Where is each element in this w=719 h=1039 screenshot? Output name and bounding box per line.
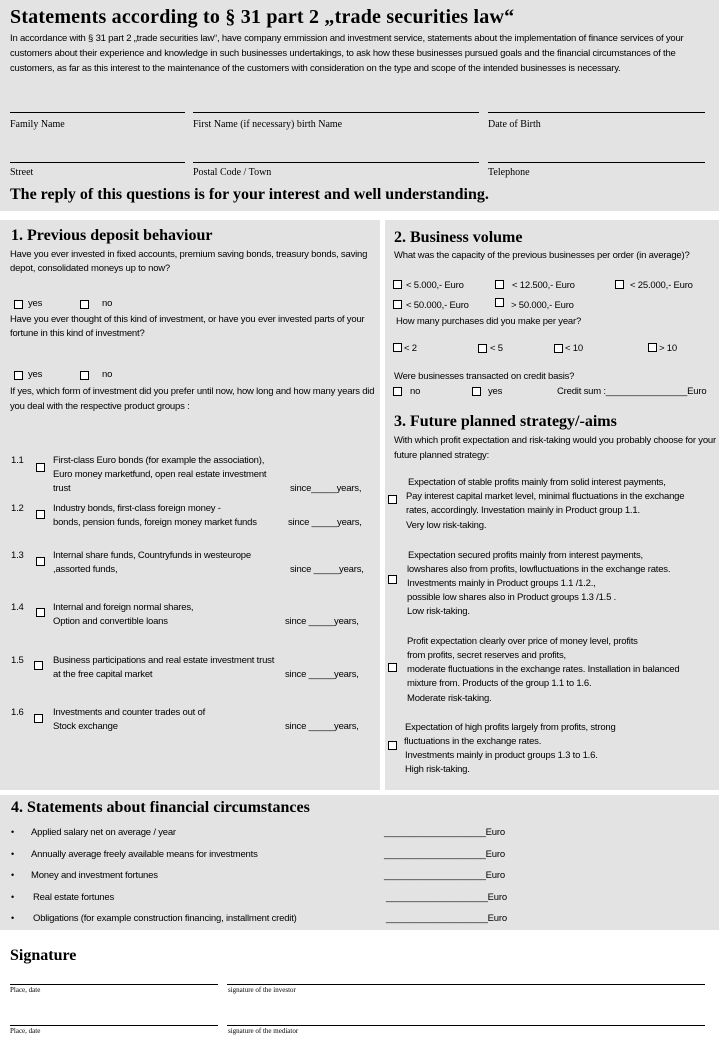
credit-no-label: no (410, 386, 421, 397)
intro-text: In accordance with § 31 part 2 „trade securities law“, have company emmission and investment service, statements about the implementation of finance services of your customers about their experience and knowledge in such businesses undertakings, to ask how these businesses pursued goals and the financial circumstances of the customers, as far as this interest to the maintenance of the customers with consideration on the type and scope of the intended businesses is necessary. (10, 33, 684, 74)
volume-12500-checkbox[interactable] (495, 280, 504, 289)
s2-q3: Were businesses transacted on credit basis? (394, 371, 575, 382)
s1-q2: Have you ever thought of this kind of investment, or have you ever invested parts of your fortune in this kind of investment? (10, 314, 365, 339)
reply-heading: The reply of this questions is for your interest and well understanding. (10, 186, 489, 203)
first-name-label: First Name (if necessary) birth Name (193, 119, 343, 130)
page-title: Statements according to § 31 part 2 „trade securities law“ (10, 6, 515, 28)
strategy-line: Moderate risk-taking. (407, 693, 492, 704)
product-line1: Investments and counter trades out of (53, 707, 206, 718)
product-checkbox[interactable] (36, 510, 45, 519)
first-name-line[interactable] (193, 112, 479, 113)
finance-blank[interactable]: ____________________Euro (386, 913, 507, 924)
strategy-line: Expectation secured profits mainly from interest payments, (408, 550, 643, 561)
strategy-checkbox[interactable] (388, 495, 397, 504)
s1-q2-yes-checkbox[interactable] (14, 371, 23, 380)
product-since: since_____years, (290, 483, 362, 494)
investor-signature-line[interactable] (227, 984, 705, 985)
credit-yes-checkbox[interactable] (472, 387, 481, 396)
purchases-10-checkbox[interactable] (554, 344, 563, 353)
strategy-line: Investments mainly in Product groups 1.1 /1.2., (407, 578, 596, 589)
place-date-line-1[interactable] (10, 984, 218, 985)
place-date-label-1: Place, date (10, 986, 41, 994)
product-number: 1.6 (11, 707, 24, 718)
s1-q1-yes-label: yes (28, 298, 43, 309)
family-name-label: Family Name (10, 119, 65, 130)
place-date-label-2: Place, date (10, 1027, 41, 1035)
finance-label: Obligations (for example construction financing, installment credit) (33, 913, 297, 924)
credit-no-checkbox[interactable] (393, 387, 402, 396)
volume-5000-label: < 5.000,- Euro (406, 280, 464, 291)
volume-5000-checkbox[interactable] (393, 280, 402, 289)
section2-heading: 2. Business volume (394, 229, 523, 246)
purchases-5-label: < 5 (490, 343, 503, 354)
strategy-line: fluctuations in the exchange rates. (404, 736, 542, 747)
family-name-line[interactable] (10, 112, 185, 113)
dob-label: Date of Birth (488, 119, 541, 130)
postal-label: Postal Code / Town (193, 167, 272, 178)
purchases-10-label: < 10 (565, 343, 583, 354)
strategy-line: Profit expectation clearly over price of money level, profits (407, 636, 638, 647)
product-line1: Internal and foreign normal shares, (53, 602, 194, 613)
strategy-checkbox[interactable] (388, 741, 397, 750)
volume-25000-checkbox[interactable] (615, 280, 624, 289)
product-line2: Stock exchange (53, 721, 118, 732)
strategy-line: mixture from. Products of the group 1.1 to 1.6. (407, 678, 592, 689)
finance-blank[interactable]: ____________________Euro (386, 892, 507, 903)
product-line1: First-class Euro bonds (for example the association), (53, 455, 265, 466)
finance-label: Applied salary net on average / year (31, 827, 176, 838)
product-line3: trust (53, 483, 71, 494)
product-number: 1.4 (11, 602, 24, 613)
section4-heading: 4. Statements about financial circumstances (11, 799, 310, 816)
product-since: since _____years, (285, 721, 359, 732)
product-since: since _____years, (285, 669, 359, 680)
product-number: 1.2 (11, 503, 24, 514)
bullet: • (11, 827, 15, 837)
volume-50000-checkbox[interactable] (393, 300, 402, 309)
strategy-line: rates, accordingly. Investation mainly in Product group 1.1. (406, 505, 640, 516)
s3-q1: With which profit expectation and risk-taking would you probably choose for your future planned strategy: (394, 435, 716, 461)
telephone-line[interactable] (488, 162, 705, 163)
place-date-line-2[interactable] (10, 1025, 218, 1026)
product-since: since _____years, (285, 616, 359, 627)
telephone-label: Telephone (488, 167, 530, 178)
finance-blank[interactable]: ____________________Euro (384, 870, 505, 881)
finance-label: Real estate fortunes (33, 892, 115, 903)
volume-gt50000-label: > 50.000,- Euro (511, 300, 574, 311)
strategy-line: moderate fluctuations in the exchange rates. Installation in balanced (407, 664, 680, 675)
product-number: 1.5 (11, 655, 24, 666)
bullet: • (11, 870, 15, 880)
s1-q1-yes-checkbox[interactable] (14, 300, 23, 309)
purchases-gt10-label: > 10 (659, 343, 677, 354)
finance-label: Annually average freely available means for investments (31, 849, 258, 860)
finance-blank[interactable]: ____________________Euro (384, 849, 505, 860)
finance-blank[interactable]: ____________________Euro (384, 827, 505, 838)
strategy-line: possible low shares also in Product groups 1.3 /1.5 . (407, 592, 617, 603)
product-line1: Business participations and real estate investment trust (53, 655, 275, 666)
purchases-2-checkbox[interactable] (393, 343, 402, 352)
credit-yes-label: yes (488, 386, 503, 397)
strategy-checkbox[interactable] (388, 663, 397, 672)
product-line2: at the free capital market (53, 669, 153, 680)
strategy-line: High risk-taking. (405, 764, 470, 775)
product-checkbox[interactable] (34, 714, 43, 723)
s1-q2-no-checkbox[interactable] (80, 371, 89, 380)
strategy-checkbox[interactable] (388, 575, 397, 584)
product-since: since _____years, (290, 564, 364, 575)
product-number: 1.1 (11, 455, 24, 466)
s1-q2-yes-label: yes (28, 369, 43, 380)
strategy-line: from profits, secret reserves and profits, (407, 650, 566, 661)
purchases-gt10-checkbox[interactable] (648, 343, 657, 352)
product-line2: Euro money marketfund, open real estate investment (53, 469, 267, 480)
s1-q1: Have you ever invested in fixed accounts, premium saving bonds, treasury bonds, saving depot, consolidated moneys up to now? (10, 249, 368, 274)
postal-line[interactable] (193, 162, 479, 163)
credit-sum-field[interactable]: Credit sum :________________Euro (557, 386, 707, 397)
section3-heading: 3. Future planned strategy/-aims (394, 413, 617, 430)
signature-heading: Signature (10, 947, 77, 964)
product-checkbox[interactable] (36, 463, 45, 472)
s1-q1-no-checkbox[interactable] (80, 300, 89, 309)
product-line2: bonds, pension funds, foreign money market funds (53, 517, 257, 528)
bullet: • (11, 892, 15, 902)
purchases-5-checkbox[interactable] (478, 344, 487, 353)
strategy-line: lowshares also from profits, lowfluctuations in the exchange rates. (407, 564, 671, 575)
s1-q3: If yes, which form of investment did you prefer until now, how long and how many years did you deal with the respective product groups : (10, 386, 375, 412)
strategy-line: Expectation of stable profits mainly from solid interest payments, (408, 477, 666, 488)
volume-gt50000-checkbox[interactable] (495, 298, 504, 307)
strategy-line: Very low risk-taking. (406, 520, 487, 531)
s2-q1: What was the capacity of the previous businesses per order (in average)? (394, 250, 690, 261)
street-label: Street (10, 167, 34, 178)
strategy-line: Low risk-taking. (407, 606, 470, 617)
product-since: since _____years, (288, 517, 362, 528)
mediator-signature-line[interactable] (227, 1025, 705, 1026)
finance-label: Money and investment fortunes (31, 870, 158, 881)
product-line2: Option and convertible loans (53, 616, 168, 627)
volume-50000-label: < 50.000,- Euro (406, 300, 469, 311)
investor-signature-label: signature of the investor (228, 986, 296, 994)
bullet: • (11, 849, 15, 859)
section1-heading: 1. Previous deposit behaviour (11, 227, 213, 244)
product-checkbox[interactable] (36, 608, 45, 617)
bullet: • (11, 913, 15, 923)
purchases-2-label: < 2 (404, 343, 417, 354)
s2-q2: How many purchases did you make per year? (396, 316, 582, 327)
product-line2: ,assorted funds, (53, 564, 118, 575)
dob-line[interactable] (488, 112, 705, 113)
product-checkbox[interactable] (34, 661, 43, 670)
strategy-line: Pay interest capital market level, minimal fluctuations in the exchange (406, 491, 685, 502)
s1-q1-no-label: no (102, 298, 113, 309)
product-number: 1.3 (11, 550, 24, 561)
volume-25000-label: < 25.000,- Euro (630, 280, 693, 291)
product-line1: Internal share funds, Countryfunds in westeurope (53, 550, 251, 561)
strategy-line: Investments mainly in product groups 1.3 to 1.6. (405, 750, 598, 761)
strategy-line: Expectation of high profits largely from profits, strong (405, 722, 616, 733)
s1-q2-no-label: no (102, 369, 113, 380)
volume-12500-label: < 12.500,- Euro (512, 280, 575, 291)
product-checkbox[interactable] (36, 557, 45, 566)
mediator-signature-label: signature of the mediator (228, 1027, 299, 1035)
street-line[interactable] (10, 162, 185, 163)
product-line1: Industry bonds, first-class foreign money - (53, 503, 221, 514)
